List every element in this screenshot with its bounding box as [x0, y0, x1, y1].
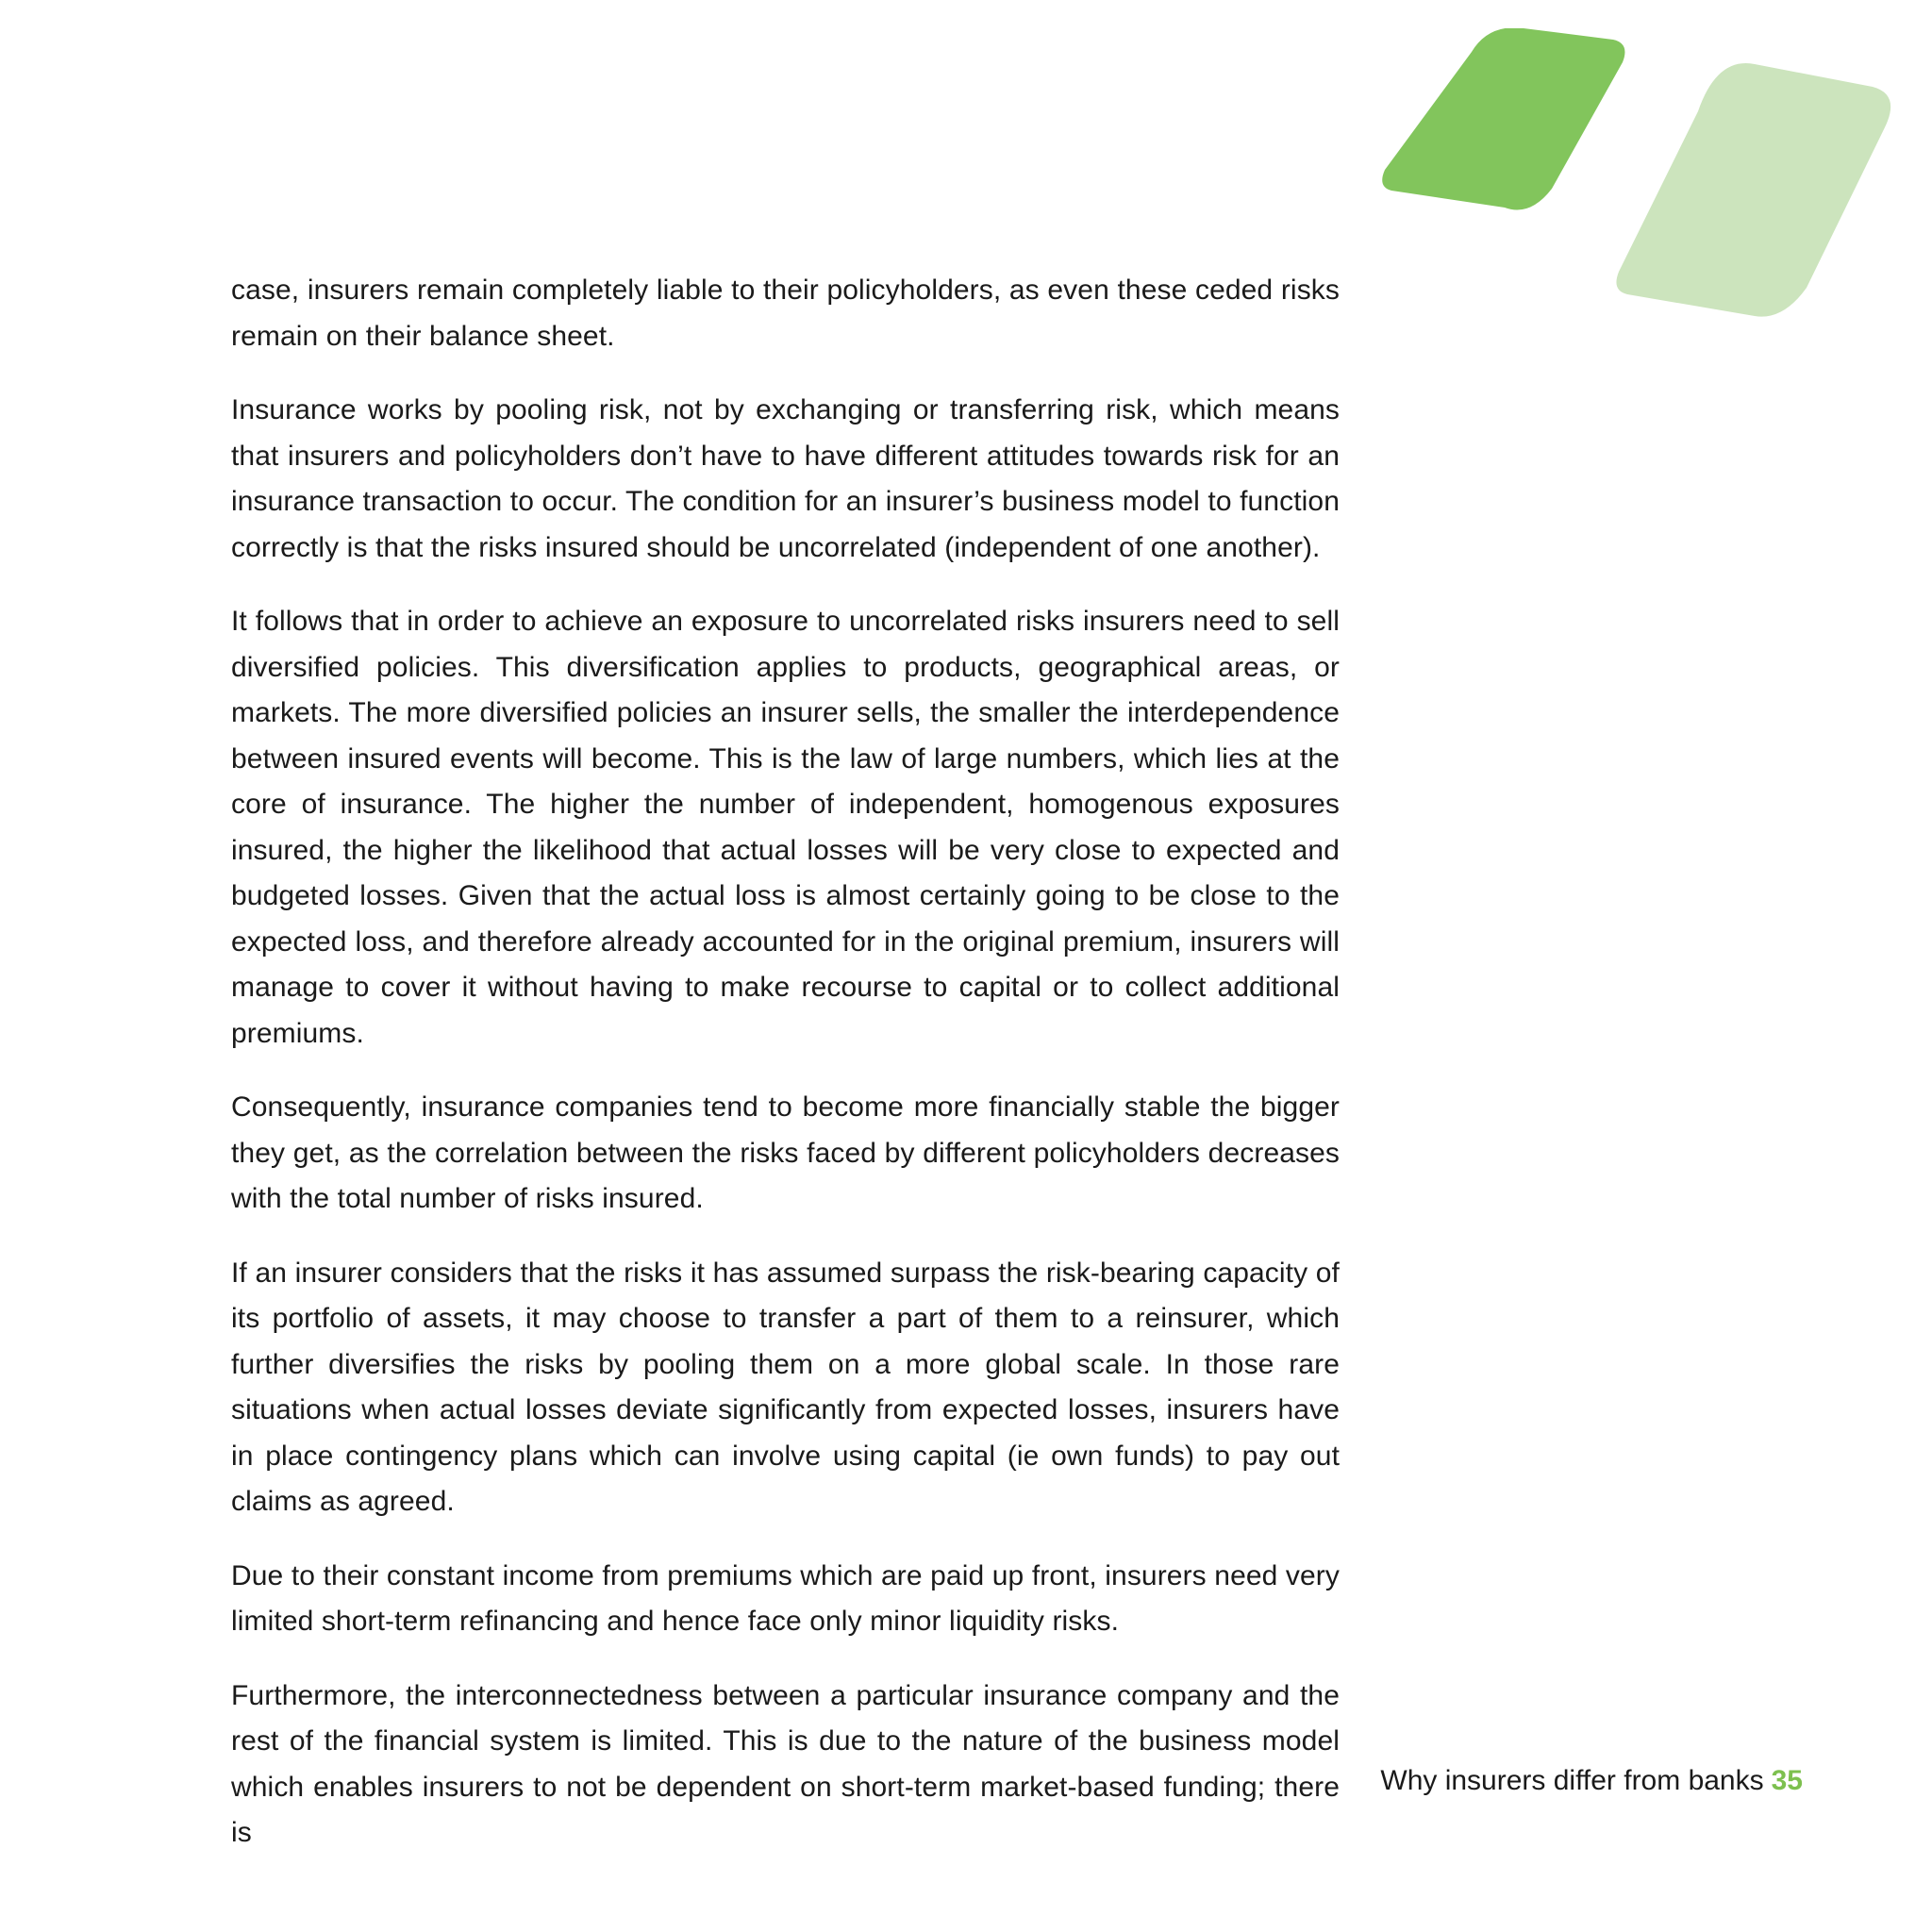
paragraph: Furthermore, the interconnectedness between a particular insurance company and the rest of the financial system is limited. This is due to the nature of the business model which enables insurers to not be dependent on short-term market-based funding; there is [231, 1679, 1340, 1848]
header-decoration [1377, 28, 1906, 340]
paragraph: Consequently, insurance companies tend to become more financially stable the bigger they get, as the correlation between the risks faced by different policyholders decreases with the total number of risks insured. [231, 1091, 1340, 1214]
paragraph: Insurance works by pooling risk, not by exchanging or transferring risk, which means that insurers and policyholders don’t have to have different attitudes towards risk for an insurance transaction to occur. The condition for an insurer’s business model to function correctly is that the risks insured should be uncorrelated (independent of one another). [231, 394, 1340, 563]
page-number: 35 [1771, 1765, 1803, 1796]
light-green-parallelogram-shape [1616, 63, 1890, 317]
body-text [231, 268, 1340, 1885]
page-footer [1380, 1762, 1803, 1800]
footer-title: Why insurers differ from banks [1380, 1765, 1764, 1796]
paragraph: Due to their constant income from premiums which are paid up front, insurers need very limited short-term refinancing and hence face only minor liquidity risks. [231, 1559, 1340, 1637]
green-parallelogram-shape [1382, 28, 1624, 210]
paragraph: case, insurers remain completely liable to their policyholders, as even these ceded risks remain on their balance sheet. [231, 275, 1340, 352]
paragraph: It follows that in order to achieve an exposure to uncorrelated risks insurers need to sell diversified policies. This diversification applies to products, geographical areas, or markets. The more diversified policies an insurer sells, the smaller the interdependence between insured events will become. This is the law of large numbers, which lies at the core of insurance. The higher the number of independent, homogenous exposures insured, the higher the likelihood that actual losses will be very close to expected and budgeted losses. Given that the actual loss is almost certainly going to be close to the expected loss, and therefore already accounted for in the original premium, insurers will manage to cover it without having to make recourse to capital or to collect additional premiums. [231, 606, 1340, 1049]
paragraph: If an insurer considers that the risks it has assumed surpass the risk-bearing capacity of its portfolio of assets, it may choose to transfer a part of them to a reinsurer, which further diversifies the risks by pooling them on a more global scale. In those rare situations when actual losses deviate significantly from expected losses, insurers have in place contingency plans which can involve using capital (ie own funds) to pay out claims as agreed. [231, 1257, 1340, 1517]
